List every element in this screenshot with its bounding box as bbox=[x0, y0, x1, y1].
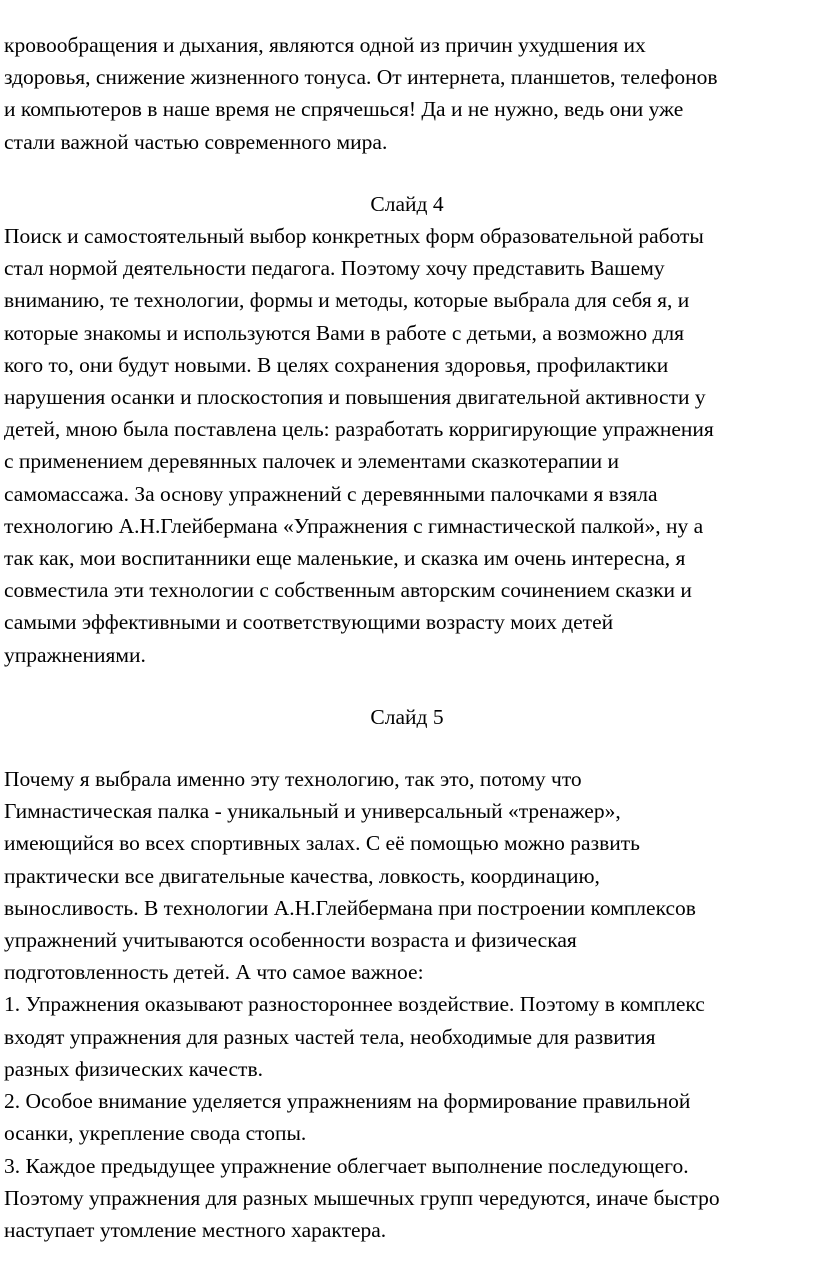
paragraph-line: практически все двигательные качества, ловкость, координацию, bbox=[4, 863, 600, 888]
paragraph-line: и компьютеров в наше время не спрячешься! Да и не нужно, ведь они уже bbox=[4, 97, 684, 122]
paragraph-line: самыми эффективными и соответствующими возрасту моих детей bbox=[4, 610, 614, 635]
list-item-line: 3. Каждое предыдущее упражнение облегчает выполнение последующего. bbox=[4, 1153, 689, 1178]
spacer bbox=[4, 158, 810, 188]
list-item-line: осанки, укрепление свода стопы. bbox=[4, 1121, 307, 1146]
list-item-line: 1. Упражнения оказывают разностороннее воздействие. Поэтому в комплекс bbox=[4, 992, 705, 1017]
list-item-line: 2. Особое внимание уделяется упражнениям на формирование правильной bbox=[4, 1089, 691, 1114]
paragraph-line: так как, мои воспитанники еще маленькие, и сказка им очень интересна, я bbox=[4, 546, 686, 571]
paragraph-line: упражнений учитываются особенности возраста и физическая bbox=[4, 928, 577, 953]
paragraph-line: подготовленность детей. А что самое важное: bbox=[4, 960, 424, 985]
list-item-line: входят упражнения для разных частей тела, необходимые для развития bbox=[4, 1024, 656, 1049]
paragraph-line: кровообращения и дыхания, являются одной из причин ухудшения их bbox=[4, 33, 646, 57]
list-item-line: наступает утомление местного характера. bbox=[4, 1217, 387, 1242]
slide-4-paragraph bbox=[4, 220, 810, 671]
spacer bbox=[4, 671, 810, 701]
paragraph-line: вниманию, те технологии, формы и методы, которые выбрала для себя я, и bbox=[4, 288, 690, 313]
spacer bbox=[4, 733, 810, 763]
paragraph-line: детей, мною была поставлена цель: разработать корригирующие упражнения bbox=[4, 417, 714, 442]
paragraph-line: стали важной частью современного мира. bbox=[4, 129, 388, 154]
paragraph-line: Поиск и самостоятельный выбор конкретных форм образовательной работы bbox=[4, 224, 704, 249]
paragraph-line: с применением деревянных палочек и элементами сказкотерапии и bbox=[4, 449, 620, 474]
slide-5-heading: Слайд 5 bbox=[370, 704, 444, 729]
paragraph-line: которые знакомы и используются Вами в работе с детьми, а возможно для bbox=[4, 320, 685, 345]
list-item-line: разных физических качеств. bbox=[4, 1056, 263, 1081]
paragraph-line: нарушения осанки и плоскостопия и повышения двигательной активности у bbox=[4, 385, 706, 410]
paragraph-line: выносливость. В технологии А.Н.Глейбермана при построении комплексов bbox=[4, 895, 696, 920]
paragraph-line: упражнениями. bbox=[4, 642, 146, 667]
paragraph-line: самомассажа. За основу упражнений с деревянными палочками я взяла bbox=[4, 481, 658, 506]
paragraph-line: имеющийся во всех спортивных залах. С её помощью можно развить bbox=[4, 831, 640, 856]
paragraph-line: кого то, они будут новыми. В целях сохранения здоровья, профилактики bbox=[4, 352, 669, 377]
paragraph-line: Гимнастическая палка - уникальный и универсальный «тренажер», bbox=[4, 799, 621, 824]
paragraph-line: стал нормой деятельности педагога. Поэтому хочу представить Вашему bbox=[4, 256, 665, 281]
paragraph-line: Почему я выбрала именно эту технологию, так это, потому что bbox=[4, 767, 582, 792]
slide-5-paragraph bbox=[4, 763, 810, 1246]
paragraph-line: технологию А.Н.Глейбермана «Упражнения с гимнастической палкой», ну а bbox=[4, 513, 704, 538]
paragraph-line: здоровья, снижение жизненного тонуса. От интернета, планшетов, телефонов bbox=[4, 65, 718, 90]
list-item-line: Поэтому упражнения для разных мышечных групп чередуются, иначе быстро bbox=[4, 1185, 720, 1210]
intro-paragraph bbox=[4, 29, 810, 158]
slide-4-heading: Слайд 4 bbox=[370, 191, 444, 216]
paragraph-line: совместила эти технологии с собственным авторским сочинением сказки и bbox=[4, 578, 692, 603]
